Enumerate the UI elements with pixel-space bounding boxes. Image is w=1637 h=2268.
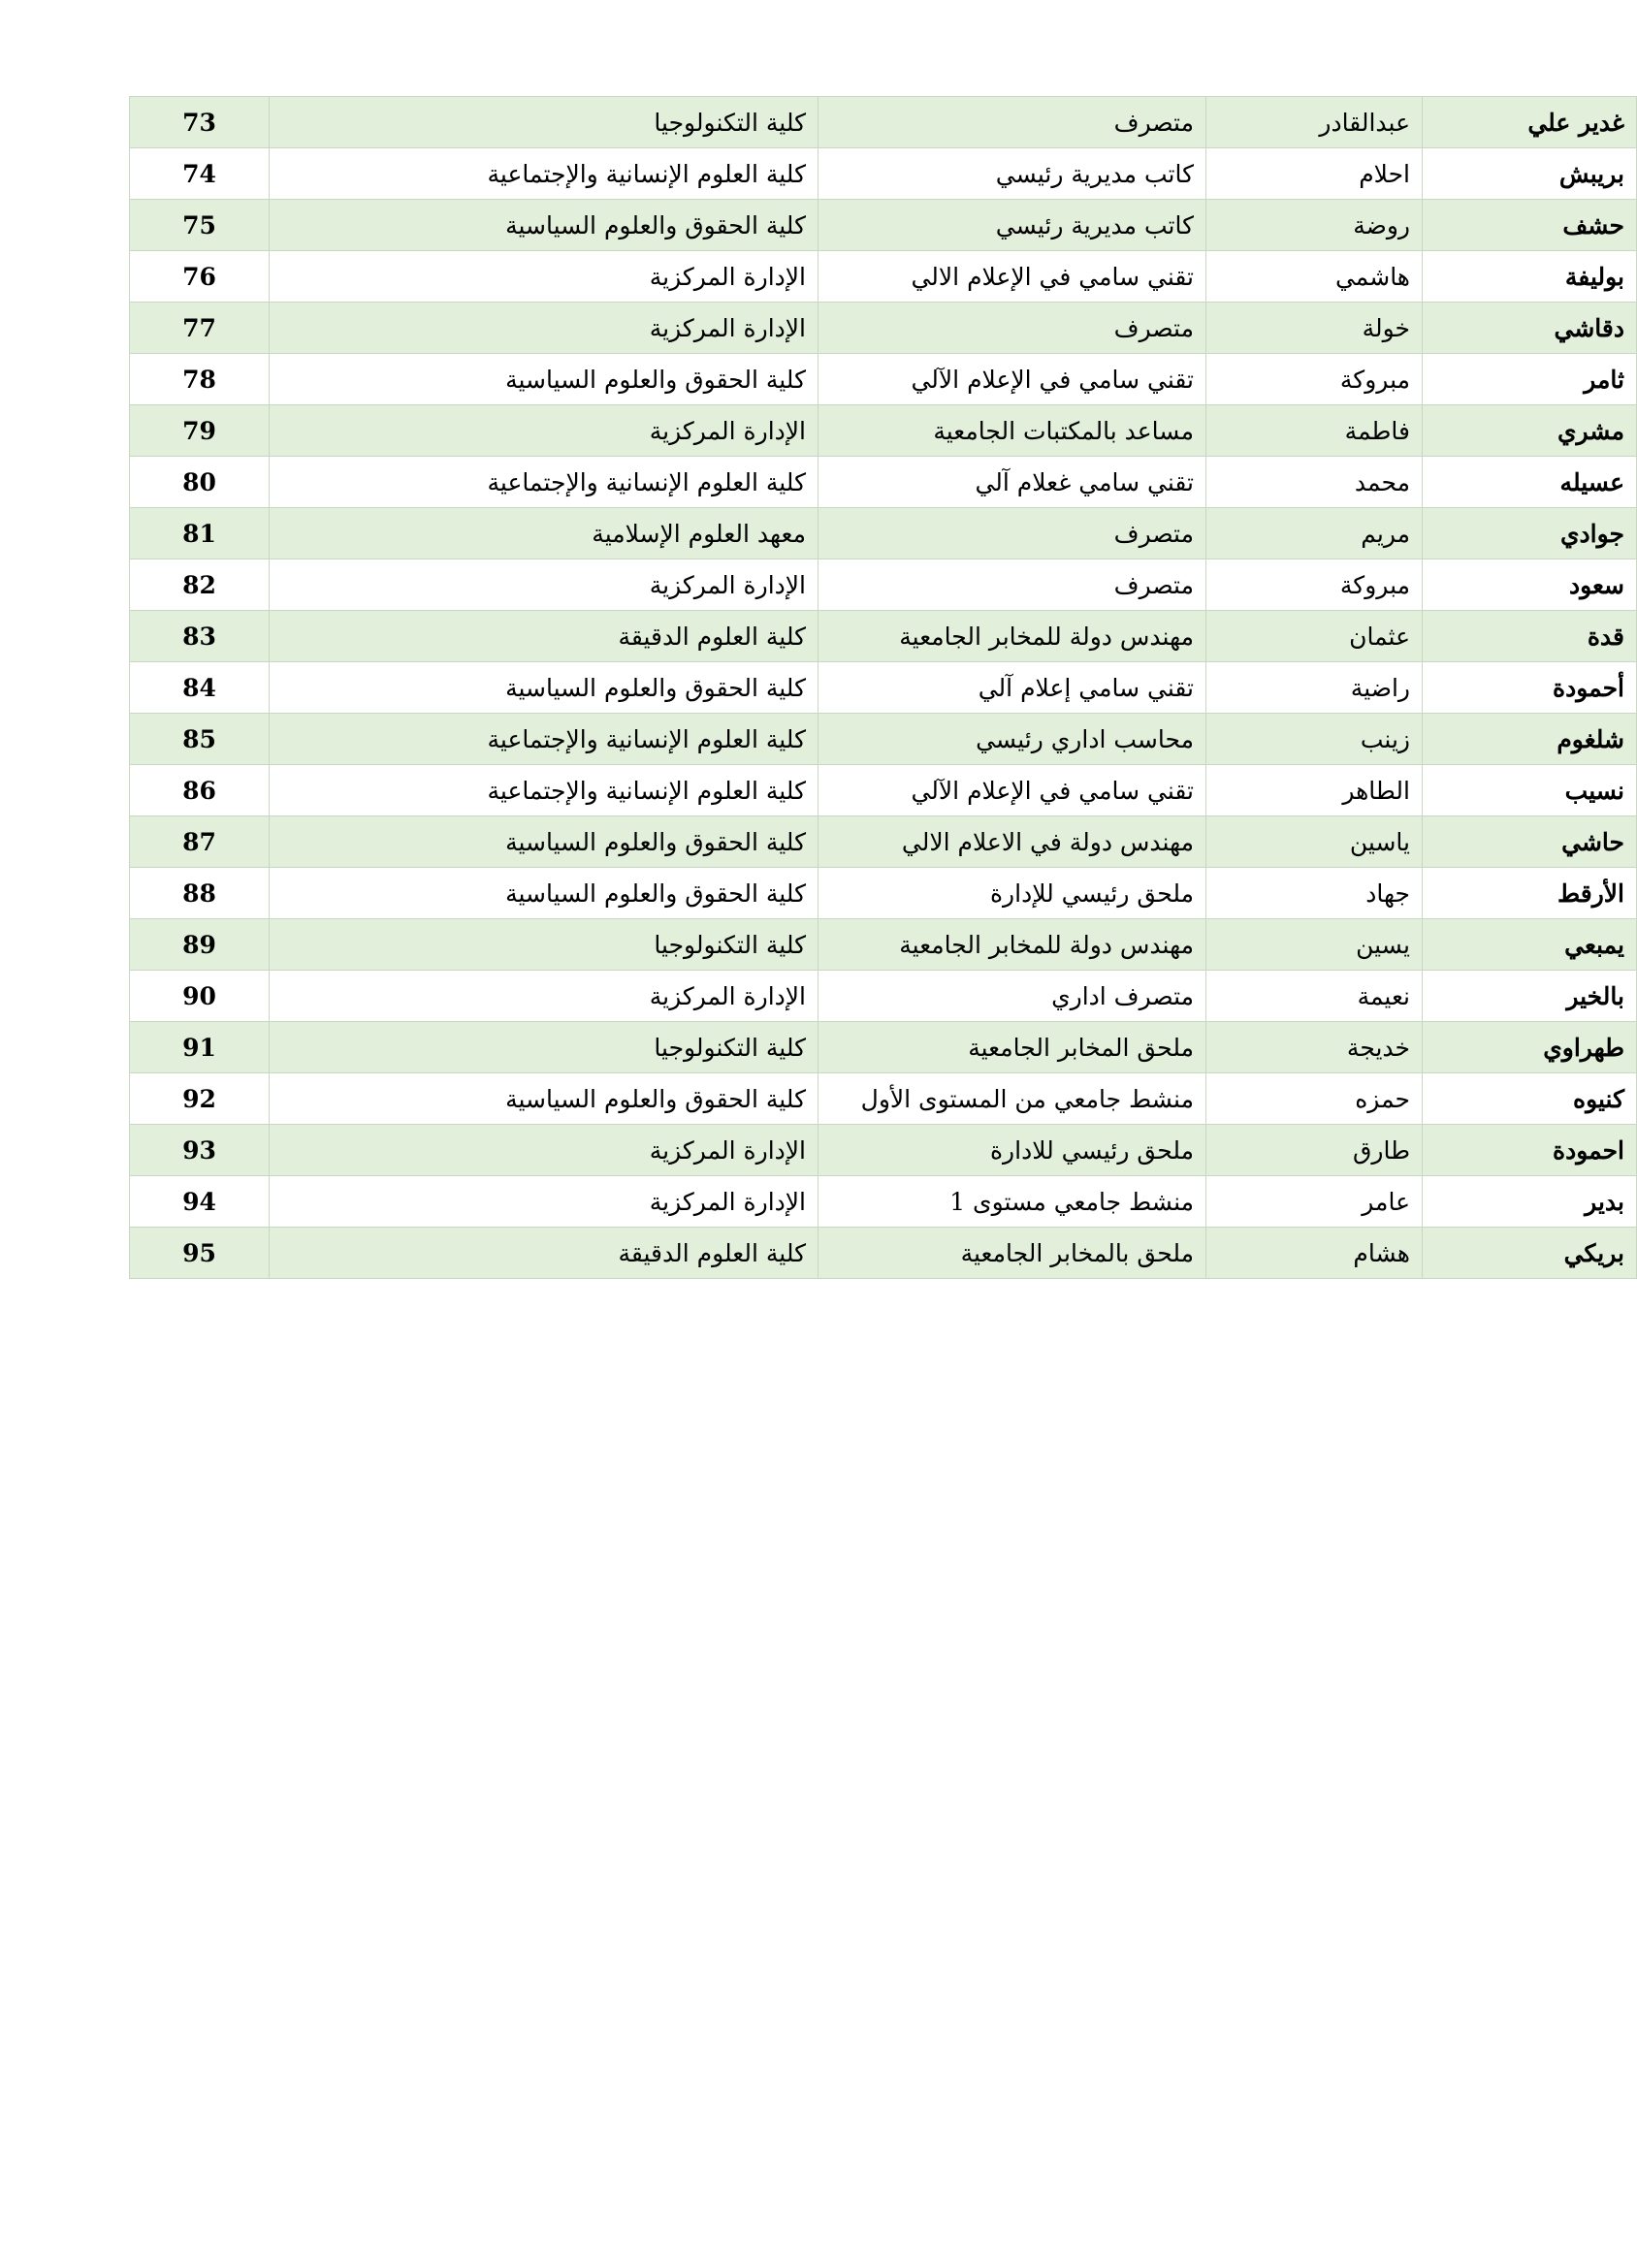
table-row xyxy=(130,816,1637,868)
first-name-cell: عامر xyxy=(1206,1176,1423,1228)
table-row xyxy=(130,405,1637,457)
position-cell: متصرف اداري xyxy=(818,971,1206,1022)
first-name-cell: طارق xyxy=(1206,1125,1423,1176)
unit-cell: كلية التكنولوجيا xyxy=(270,97,818,148)
table-row xyxy=(130,1176,1637,1228)
unit-cell: الإدارة المركزية xyxy=(270,1125,818,1176)
table-row xyxy=(130,919,1637,971)
position-cell: محاسب اداري رئيسي xyxy=(818,714,1206,765)
surname-cell: بوليفة xyxy=(1423,251,1637,303)
row-number-cell: 93 xyxy=(130,1125,270,1176)
position-cell: مهندس دولة للمخابر الجامعية xyxy=(818,611,1206,662)
first-name-cell: احلام xyxy=(1206,148,1423,200)
unit-cell: كلية الحقوق والعلوم السياسية xyxy=(270,868,818,919)
surname-cell: الأرقط xyxy=(1423,868,1637,919)
row-number-cell: 88 xyxy=(130,868,270,919)
row-number-cell: 81 xyxy=(130,508,270,559)
table-row xyxy=(130,1073,1637,1125)
row-number-cell: 80 xyxy=(130,457,270,508)
table-row xyxy=(130,200,1637,251)
staff-table xyxy=(129,96,1637,1279)
position-cell: تقني سامي في الإعلام الالي xyxy=(818,251,1206,303)
surname-cell: غدير علي xyxy=(1423,97,1637,148)
row-number-cell: 91 xyxy=(130,1022,270,1073)
surname-cell: ثامر xyxy=(1423,354,1637,405)
position-cell: متصرف xyxy=(818,508,1206,559)
row-number-cell: 77 xyxy=(130,303,270,354)
table-row xyxy=(130,714,1637,765)
row-number-cell: 78 xyxy=(130,354,270,405)
row-number-cell: 87 xyxy=(130,816,270,868)
surname-cell: احمودة xyxy=(1423,1125,1637,1176)
first-name-cell: عثمان xyxy=(1206,611,1423,662)
table-row xyxy=(130,457,1637,508)
unit-cell: الإدارة المركزية xyxy=(270,971,818,1022)
row-number-cell: 92 xyxy=(130,1073,270,1125)
unit-cell: كلية العلوم الإنسانية والإجتماعية xyxy=(270,765,818,816)
table-row xyxy=(130,971,1637,1022)
first-name-cell: مبروكة xyxy=(1206,559,1423,611)
row-number-cell: 73 xyxy=(130,97,270,148)
first-name-cell: جهاد xyxy=(1206,868,1423,919)
table-row xyxy=(130,1022,1637,1073)
position-cell: ملحق بالمخابر الجامعية xyxy=(818,1228,1206,1279)
table-row xyxy=(130,148,1637,200)
position-cell: كاتب مديرية رئيسي xyxy=(818,200,1206,251)
position-cell: تقني سامي في الإعلام الآلي xyxy=(818,354,1206,405)
surname-cell: طهراوي xyxy=(1423,1022,1637,1073)
surname-cell: دقاشي xyxy=(1423,303,1637,354)
unit-cell: الإدارة المركزية xyxy=(270,1176,818,1228)
surname-cell: نسيب xyxy=(1423,765,1637,816)
unit-cell: كلية العلوم الدقيقة xyxy=(270,611,818,662)
unit-cell: كلية العلوم الدقيقة xyxy=(270,1228,818,1279)
surname-cell: جوادي xyxy=(1423,508,1637,559)
first-name-cell: الطاهر xyxy=(1206,765,1423,816)
first-name-cell: راضية xyxy=(1206,662,1423,714)
table-row xyxy=(130,354,1637,405)
row-number-cell: 76 xyxy=(130,251,270,303)
table-row xyxy=(130,97,1637,148)
position-cell: منشط جامعي مستوى 1 xyxy=(818,1176,1206,1228)
surname-cell: مشري xyxy=(1423,405,1637,457)
position-cell: متصرف xyxy=(818,97,1206,148)
surname-cell: حاشي xyxy=(1423,816,1637,868)
row-number-cell: 94 xyxy=(130,1176,270,1228)
unit-cell: كلية الحقوق والعلوم السياسية xyxy=(270,354,818,405)
first-name-cell: نعيمة xyxy=(1206,971,1423,1022)
row-number-cell: 90 xyxy=(130,971,270,1022)
first-name-cell: مريم xyxy=(1206,508,1423,559)
staff-table-body xyxy=(130,97,1637,1279)
row-number-cell: 74 xyxy=(130,148,270,200)
first-name-cell: مبروكة xyxy=(1206,354,1423,405)
row-number-cell: 95 xyxy=(130,1228,270,1279)
position-cell: ملحق المخابر الجامعية xyxy=(818,1022,1206,1073)
row-number-cell: 86 xyxy=(130,765,270,816)
surname-cell: بريكي xyxy=(1423,1228,1637,1279)
first-name-cell: روضة xyxy=(1206,200,1423,251)
position-cell: ملحق رئيسي للادارة xyxy=(818,1125,1206,1176)
surname-cell: بريبش xyxy=(1423,148,1637,200)
position-cell: متصرف xyxy=(818,559,1206,611)
unit-cell: كلية الحقوق والعلوم السياسية xyxy=(270,662,818,714)
surname-cell: حشف xyxy=(1423,200,1637,251)
position-cell: كاتب مديرية رئيسي xyxy=(818,148,1206,200)
position-cell: مهندس دولة في الاعلام الالي xyxy=(818,816,1206,868)
position-cell: متصرف xyxy=(818,303,1206,354)
first-name-cell: خولة xyxy=(1206,303,1423,354)
surname-cell: سعود xyxy=(1423,559,1637,611)
unit-cell: معهد العلوم الإسلامية xyxy=(270,508,818,559)
row-number-cell: 79 xyxy=(130,405,270,457)
first-name-cell: يسين xyxy=(1206,919,1423,971)
unit-cell: كلية التكنولوجيا xyxy=(270,919,818,971)
table-row xyxy=(130,303,1637,354)
first-name-cell: فاطمة xyxy=(1206,405,1423,457)
surname-cell: شلغوم xyxy=(1423,714,1637,765)
unit-cell: كلية العلوم الإنسانية والإجتماعية xyxy=(270,714,818,765)
position-cell: مهندس دولة للمخابر الجامعية xyxy=(818,919,1206,971)
position-cell: تقني سامي إعلام آلي xyxy=(818,662,1206,714)
table-row xyxy=(130,1228,1637,1279)
position-cell: تقني سامي في الإعلام الآلي xyxy=(818,765,1206,816)
first-name-cell: هشام xyxy=(1206,1228,1423,1279)
row-number-cell: 89 xyxy=(130,919,270,971)
table-row xyxy=(130,559,1637,611)
first-name-cell: زينب xyxy=(1206,714,1423,765)
position-cell: مساعد بالمكتبات الجامعية xyxy=(818,405,1206,457)
surname-cell: كنيوه xyxy=(1423,1073,1637,1125)
unit-cell: كلية العلوم الإنسانية والإجتماعية xyxy=(270,457,818,508)
row-number-cell: 82 xyxy=(130,559,270,611)
table-row xyxy=(130,611,1637,662)
first-name-cell: محمد xyxy=(1206,457,1423,508)
row-number-cell: 75 xyxy=(130,200,270,251)
unit-cell: كلية الحقوق والعلوم السياسية xyxy=(270,200,818,251)
first-name-cell: خديجة xyxy=(1206,1022,1423,1073)
table-row xyxy=(130,662,1637,714)
table-row xyxy=(130,251,1637,303)
first-name-cell: هاشمي xyxy=(1206,251,1423,303)
position-cell: تقني سامي غعلام آلي xyxy=(818,457,1206,508)
surname-cell: يمبعي xyxy=(1423,919,1637,971)
row-number-cell: 83 xyxy=(130,611,270,662)
surname-cell: أحمودة xyxy=(1423,662,1637,714)
surname-cell: بالخير xyxy=(1423,971,1637,1022)
unit-cell: كلية الحقوق والعلوم السياسية xyxy=(270,1073,818,1125)
unit-cell: الإدارة المركزية xyxy=(270,559,818,611)
table-row xyxy=(130,508,1637,559)
unit-cell: الإدارة المركزية xyxy=(270,405,818,457)
row-number-cell: 85 xyxy=(130,714,270,765)
row-number-cell: 84 xyxy=(130,662,270,714)
table-row xyxy=(130,1125,1637,1176)
table-row xyxy=(130,765,1637,816)
table-row xyxy=(130,868,1637,919)
surname-cell: عسيله xyxy=(1423,457,1637,508)
unit-cell: الإدارة المركزية xyxy=(270,303,818,354)
first-name-cell: عبدالقادر xyxy=(1206,97,1423,148)
unit-cell: كلية التكنولوجيا xyxy=(270,1022,818,1073)
surname-cell: قدة xyxy=(1423,611,1637,662)
unit-cell: الإدارة المركزية xyxy=(270,251,818,303)
position-cell: ملحق رئيسي للإدارة xyxy=(818,868,1206,919)
position-cell: منشط جامعي من المستوى الأول xyxy=(818,1073,1206,1125)
surname-cell: بدير xyxy=(1423,1176,1637,1228)
unit-cell: كلية الحقوق والعلوم السياسية xyxy=(270,816,818,868)
first-name-cell: ياسين xyxy=(1206,816,1423,868)
first-name-cell: حمزه xyxy=(1206,1073,1423,1125)
unit-cell: كلية العلوم الإنسانية والإجتماعية xyxy=(270,148,818,200)
